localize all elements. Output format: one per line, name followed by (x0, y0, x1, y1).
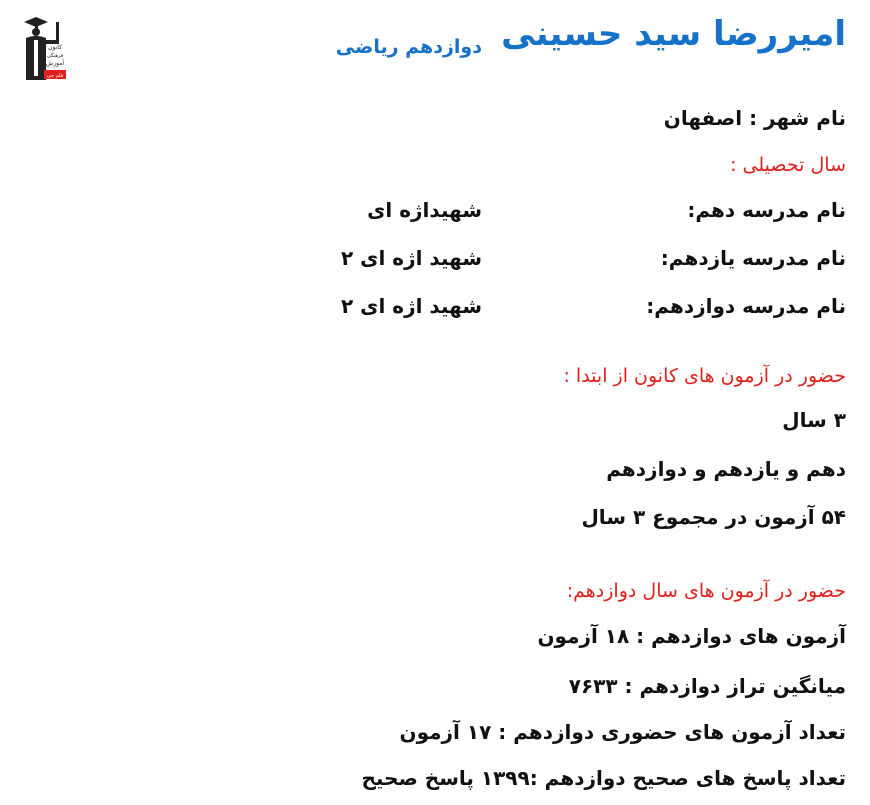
logo-text-1: کانون (48, 44, 62, 51)
graduate-figure-logo-icon (20, 14, 76, 84)
grade-label: دوازدهم ریاضی (335, 36, 482, 58)
kanoon-attendance-heading: حضور در آزمون های کانون از ابتدا : (563, 365, 846, 387)
kanoon-logo (20, 14, 76, 84)
school-11-label: نام مدرسه یازدهم: (660, 246, 846, 270)
school-12-value: شهید اژه ای ۲ (340, 294, 482, 318)
student-name: امیررضا سید حسینی (501, 14, 846, 54)
school-12-label: نام مدرسه دوازدهم: (646, 294, 846, 318)
school-10-value: شهیداژه ای (367, 198, 482, 222)
school-11-value: شهید اژه ای ۲ (340, 246, 482, 270)
grade12-line-3: تعداد آزمون های حضوری دوازدهم : ۱۷ آزمون (399, 720, 846, 744)
kanoon-attendance-line-1: ۳ سال (782, 408, 846, 432)
logo-text-4: قلم چی (46, 73, 64, 79)
grade12-line-1: آزمون های دوازدهم : ۱۸ آزمون (537, 624, 846, 648)
kanoon-attendance-line-2: دهم و یازدهم و دوازدهم (606, 457, 846, 481)
kanoon-attendance-line-3: ۵۴ آزمون در مجموع ۳ سال (581, 505, 846, 529)
academic-year-heading: سال تحصیلی : (730, 154, 846, 176)
logo-text-2: فرهنگی (46, 53, 64, 59)
grade12-line-4: تعداد پاسخ های صحیح دوازدهم :۱۳۹۹ پاسخ صحیح (361, 766, 846, 790)
city-line: نام شهر : اصفهان (663, 106, 846, 130)
logo-text-3: آموزش (45, 60, 65, 67)
grade12-attendance-heading: حضور در آزمون های سال دوازدهم: (566, 580, 846, 602)
grade12-line-2: میانگین تراز دوازدهم : ۷۶۳۳ (568, 674, 846, 698)
school-10-label: نام مدرسه دهم: (687, 198, 846, 222)
